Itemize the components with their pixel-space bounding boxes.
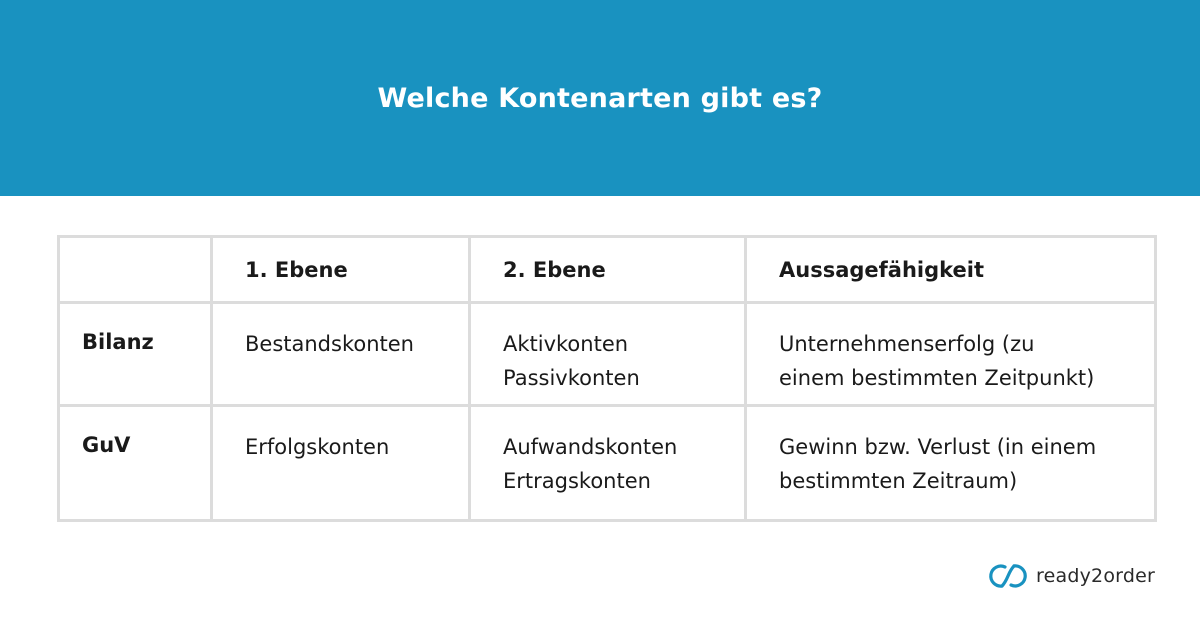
header-banner: [0, 0, 1200, 196]
table-row: [59, 303, 1156, 406]
header-cell-ebene2: 2. Ebene: [470, 237, 746, 303]
ebene1-cell: Bestandskonten: [212, 303, 470, 406]
ebene2-cell: Aktivkonten Passivkonten: [470, 303, 746, 406]
header-cell-aussage: Aussagefähigkeit: [746, 237, 1156, 303]
table-row: [59, 406, 1156, 521]
row-label: Bilanz: [82, 330, 154, 354]
page-title: Welche Kontenarten gibt es?: [377, 82, 823, 114]
row-label-cell: [59, 303, 212, 406]
header-cell-empty: [59, 237, 212, 303]
header-cell-ebene1: 1. Ebene: [212, 237, 470, 303]
row-label: GuV: [82, 433, 131, 457]
aussage-cell: Gewinn bzw. Verlust (in einem bestimmten Zeitraum): [746, 406, 1156, 521]
brand-logo: [988, 562, 1155, 590]
aussage-cell: Unternehmenserfolg (zu einem bestimmten Zeitpunkt): [746, 303, 1156, 406]
row-label-cell: [59, 406, 212, 521]
ebene2-cell: Aufwandskonten Ertragskonten: [470, 406, 746, 521]
kontenarten-table: [57, 235, 1157, 522]
ebene1-cell: Erfolgskonten: [212, 406, 470, 521]
brand-name: ready2order: [1036, 565, 1155, 587]
ready2order-logo-icon: [988, 562, 1028, 590]
table-header-row: [59, 237, 1156, 303]
